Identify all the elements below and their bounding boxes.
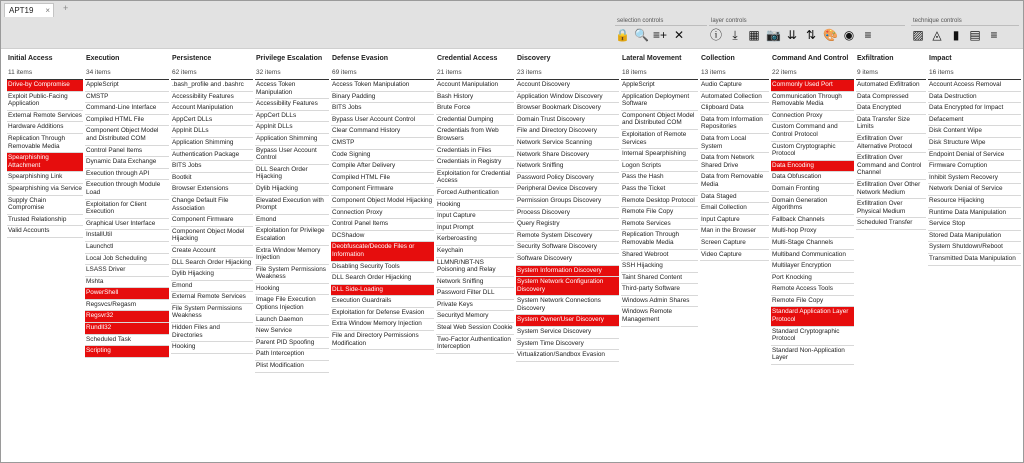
technique-cell[interactable]: Kerberoasting [436,234,514,246]
technique-cell[interactable]: Binary Padding [331,92,434,104]
tactic-item-count: 16 items [928,68,1021,80]
tactic-item-count: 13 items [700,68,769,80]
tactic-column [7,53,83,463]
technique-cell[interactable]: Plist Modification [255,361,329,373]
tactic-header[interactable]: Privilege Escalation [256,55,323,62]
tactic-item-count: 34 items [85,68,169,80]
show-hide-icon[interactable]: ◉ [843,28,855,42]
tactic-header[interactable]: Exfiltration [857,55,894,62]
technique-cell-highlighted[interactable]: DLL Side-Loading [331,285,434,297]
technique-cell[interactable]: Control Panel Items [331,219,434,231]
technique-cell[interactable]: Connection Proxy [331,208,434,220]
technique-cell-highlighted[interactable]: System Owner/User Discovery [516,315,619,327]
technique-cell-highlighted[interactable]: Drive-by Compromise [7,80,83,92]
technique-cell[interactable]: Application Shimming [255,134,329,146]
technique-cell[interactable]: Exploitation for Defense Evasion [331,308,434,320]
technique-cell[interactable]: New Service [255,326,329,338]
technique-cell[interactable]: Internal Spearphishing [621,149,698,161]
technique-cell[interactable]: Browser Extensions [171,184,253,196]
technique-cell[interactable]: Credentials in Files [436,146,514,158]
technique-cell[interactable]: Remote Access Tools [771,284,854,296]
tactic-column [171,53,253,463]
tactic-item-count: 23 items [516,68,619,80]
technique-cell[interactable]: Domain Trust Discovery [516,115,619,127]
technique-cell[interactable]: Pass the Hash [621,172,698,184]
technique-cell[interactable]: Data from Information Repositories [700,115,769,134]
technique-controls-label: technique controls [913,18,962,24]
technique-cell[interactable]: Replication Through Removable Media [621,230,698,249]
toolbar [1,17,1023,49]
technique-cell[interactable]: Data from Local System [700,134,769,153]
layer-icons [709,27,875,43]
camera-icon[interactable]: 📷 [766,28,781,42]
technique-cell[interactable]: Data Compressed [856,92,926,104]
technique-cell[interactable]: Forced Authentication [436,188,514,200]
technique-cell[interactable]: Standard Non-Application Layer [771,346,854,365]
tactic-header[interactable]: Initial Access [8,55,53,62]
technique-cell[interactable]: Software Discovery [516,254,619,266]
technique-cell-highlighted[interactable]: Scripting [85,346,169,358]
technique-cell[interactable]: Data from Removable Media [700,172,769,191]
technique-cell-highlighted[interactable]: Deobfuscate/Decode Files or Information [331,242,434,261]
tactic-item-count: 22 items [771,68,854,80]
technique-cell[interactable]: Hooking [171,342,253,354]
technique-cell[interactable]: Spearphishing via Service [7,184,83,196]
technique-cell-highlighted[interactable]: Commonly Used Port [771,80,854,92]
technique-cell[interactable]: Exfiltration Over Other Network Medium [856,180,926,199]
technique-cell[interactable]: Scheduled Transfer [856,218,926,230]
technique-cell[interactable]: Screen Capture [700,238,769,250]
tactic-column [85,53,169,463]
toggle-disabled-icon[interactable]: ▨ [912,28,924,42]
tab-bar [1,1,1023,17]
technique-cell[interactable]: Third-party Software [621,284,698,296]
technique-cell[interactable]: Resource Hijacking [928,196,1021,208]
technique-cell[interactable]: System Service Discovery [516,327,619,339]
technique-cell[interactable]: Control Panel Items [85,146,169,158]
selection-icons [615,27,686,43]
technique-cell[interactable]: Hardware Additions [7,122,83,134]
selection-controls-label: selection controls [617,18,664,24]
technique-cell[interactable]: Command-Line Interface [85,103,169,115]
technique-cell-highlighted[interactable]: Data Encoding [771,161,854,173]
technique-cell[interactable]: External Remote Services [171,292,253,304]
technique-list [171,80,253,354]
technique-cell[interactable]: Windows Remote Management [621,307,698,326]
technique-cell[interactable]: Network Share Discovery [516,150,619,162]
technique-cell[interactable]: Password Policy Discovery [516,173,619,185]
tactic-column [771,53,854,463]
technique-cell-highlighted[interactable]: Regsvr32 [85,311,169,323]
technique-cell[interactable]: Network Sniffing [436,277,514,289]
technique-cell[interactable]: Trusted Relationship [7,215,83,227]
technique-cell[interactable]: Change Default File Association [171,196,253,215]
download-icon[interactable]: ⤓ [732,28,738,42]
tactic-header[interactable]: Command And Control [772,55,849,62]
technique-cell[interactable]: Credentials from Web Browsers [436,126,514,145]
technique-cell[interactable]: Exfiltration Over Alternative Protocol [856,134,926,153]
technique-cell[interactable]: Accessibility Features [255,99,329,111]
technique-cell[interactable]: Create Account [171,246,253,258]
info-icon[interactable]: ⓘ [709,28,722,42]
tactic-header[interactable]: Credential Access [437,55,498,62]
tactic-header[interactable]: Discovery [517,55,551,62]
technique-cell[interactable]: Stored Data Manipulation [928,231,1021,243]
technique-cell[interactable]: Exfiltration Over Physical Medium [856,199,926,218]
tactic-column [700,53,769,463]
technique-cell-highlighted[interactable]: Spearphishing Attachment [7,153,83,172]
technique-cell[interactable]: AppleScript [621,80,698,92]
technique-list [856,80,926,230]
technique-cell[interactable]: DLL Search Order Hijacking [255,165,329,184]
technique-cell[interactable]: Component Firmware [171,215,253,227]
selection-controls [615,17,707,47]
technique-cell[interactable]: Automated Exfiltration [856,80,926,92]
technique-cell[interactable]: Defacement [928,115,1021,127]
technique-cell[interactable]: Credentials in Registry [436,157,514,169]
tactic-column [436,53,514,463]
technique-cell[interactable]: Exfiltration Over Command and Control Channel [856,153,926,180]
technique-list [771,80,854,365]
tactic-header[interactable]: Defense Evasion [332,55,389,62]
technique-cell[interactable]: AppInit DLLs [171,126,253,138]
legend-icon[interactable]: ≡ [864,28,872,42]
technique-cell-highlighted[interactable]: Rundll32 [85,323,169,335]
technique-cell[interactable]: Fallback Channels [771,215,854,227]
tactic-item-count: 21 items [436,68,514,80]
technique-cell[interactable]: Data Encrypted [856,103,926,115]
technique-cell[interactable]: Mshta [85,277,169,289]
technique-cell[interactable]: Graphical User Interface [85,219,169,231]
tactic-item-count: 62 items [171,68,253,80]
technique-cell[interactable]: Data Destruction [928,92,1021,104]
technique-cell[interactable]: CMSTP [331,138,434,150]
technique-cell[interactable]: Input Prompt [436,223,514,235]
technique-cell[interactable]: Exploitation of Remote Services [621,130,698,149]
technique-cell[interactable]: Credential Dumping [436,115,514,127]
technique-cell[interactable]: Hooking [436,200,514,212]
technique-cell[interactable]: Bypass User Account Control [331,115,434,127]
technique-cell[interactable]: Taint Shared Content [621,273,698,285]
technique-cell[interactable]: Multi-hop Proxy [771,226,854,238]
technique-cell[interactable]: Data from Network Shared Drive [700,153,769,172]
technique-cell[interactable]: Domain Fronting [771,184,854,196]
technique-cell[interactable]: Hidden Files and Directories [171,323,253,342]
technique-cell[interactable]: Remote File Copy [771,296,854,308]
technique-cell[interactable]: Connection Proxy [771,111,854,123]
technique-cell[interactable]: Disabling Security Tools [331,262,434,274]
technique-cell[interactable]: Two-Factor Authentication Interception [436,335,514,354]
technique-list [516,80,619,362]
technique-cell[interactable]: Remote File Copy [621,207,698,219]
technique-list [700,80,769,261]
new-tab-icon[interactable]: + [63,3,69,13]
technique-cell[interactable]: System Shutdown/Reboot [928,242,1021,254]
technique-cell[interactable]: Securityd Memory [436,311,514,323]
technique-cell[interactable]: Private Keys [436,300,514,312]
technique-cell[interactable]: DLL Search Order Hijacking [331,273,434,285]
technique-cell[interactable]: Multi-Stage Channels [771,238,854,250]
technique-cell[interactable]: Brute Force [436,103,514,115]
technique-cell[interactable]: Component Object Model and Distributed COM [621,111,698,130]
technique-cell[interactable]: Accessibility Features [171,92,253,104]
tactic-header[interactable]: Persistence [172,55,212,62]
technique-cell-highlighted[interactable]: System Information Discovery [516,266,619,278]
technique-cell[interactable]: Multiband Communication [771,250,854,262]
technique-cell[interactable]: Clipboard Data [700,103,769,115]
technique-cell[interactable]: SSH Hijacking [621,261,698,273]
technique-list [85,80,169,358]
technique-cell[interactable]: Component Firmware [331,184,434,196]
tactic-column [331,53,434,463]
technique-cell[interactable]: Exploit Public-Facing Application [7,92,83,111]
technique-cell-highlighted[interactable]: Standard Application Layer Protocol [771,307,854,326]
technique-cell[interactable]: Exploitation for Privilege Escalation [255,226,329,245]
technique-cell[interactable]: Code Signing [331,150,434,162]
technique-cell[interactable]: Compiled HTML File [331,173,434,185]
tactic-item-count: 69 items [331,68,434,80]
technique-cell[interactable]: Remote Desktop Protocol [621,196,698,208]
tactic-item-count: 9 items [856,68,926,80]
technique-cell[interactable]: Password Filter DLL [436,288,514,300]
technique-cell[interactable]: Permission Groups Discovery [516,196,619,208]
technique-cell[interactable]: Execution through Module Load [85,180,169,199]
technique-cell[interactable]: BITS Jobs [171,161,253,173]
technique-controls [911,17,1019,47]
technique-cell[interactable]: AppCert DLLs [255,111,329,123]
technique-cell[interactable]: Video Capture [700,250,769,262]
technique-cell[interactable]: Bypass User Account Control [255,146,329,165]
technique-cell[interactable]: Image File Execution Options Injection [255,295,329,314]
technique-cell[interactable]: Launch Daemon [255,315,329,327]
technique-cell[interactable]: Inhibit System Recovery [928,173,1021,185]
technique-cell[interactable]: Execution through API [85,169,169,181]
technique-cell[interactable]: Runtime Data Manipulation [928,208,1021,220]
technique-list [436,80,514,354]
technique-cell[interactable]: Parent PID Spoofing [255,338,329,350]
technique-cell[interactable]: Keychain [436,246,514,258]
technique-cell[interactable]: Standard Cryptographic Protocol [771,327,854,346]
technique-cell[interactable]: Communication Through Removable Media [771,92,854,111]
tactic-column [621,53,698,463]
technique-cell[interactable]: Disk Structure Wipe [928,138,1021,150]
technique-cell[interactable]: DLL Search Order Hijacking [171,258,253,270]
technique-cell[interactable]: Disk Content Wipe [928,126,1021,138]
technique-cell[interactable]: External Remote Services [7,111,83,123]
technique-list [331,80,434,350]
technique-cell[interactable]: Shared Webroot [621,250,698,262]
lock-icon[interactable]: 🔒 [615,28,630,42]
technique-cell[interactable]: AppCert DLLs [171,115,253,127]
tactic-header[interactable]: Impact [929,55,952,62]
technique-cell[interactable]: File and Directory Discovery [516,126,619,138]
technique-cell[interactable]: Data Staged [700,192,769,204]
technique-cell[interactable]: AppleScript [85,80,169,92]
tactic-header[interactable]: Lateral Movement [622,55,682,62]
clear-annotations-icon[interactable]: ≡ [990,28,998,42]
technique-cell[interactable]: Custom Command and Control Protocol [771,122,854,141]
technique-cell[interactable]: Path Interception [255,349,329,361]
tactic-item-count: 11 items [7,68,83,80]
technique-cell[interactable]: Account Discovery [516,80,619,92]
technique-cell[interactable]: InstallUtil [85,230,169,242]
technique-cell[interactable]: Exploitation for Client Execution [85,200,169,219]
technique-list [7,80,83,238]
technique-cell[interactable]: Application Shimming [171,138,253,150]
technique-cell[interactable]: Compile After Delivery [331,161,434,173]
sort-icon[interactable]: ⇅ [805,28,817,42]
technique-cell[interactable]: Network Sniffing [516,161,619,173]
technique-cell[interactable]: Steal Web Session Cookie [436,323,514,335]
technique-cell[interactable]: Virtualization/Sandbox Evasion [516,350,619,362]
technique-cell[interactable]: Browser Bookmark Discovery [516,103,619,115]
technique-cell[interactable]: Domain Generation Algorithms [771,196,854,215]
technique-cell[interactable]: DCShadow [331,231,434,243]
tab-apt19[interactable] [4,3,54,17]
filter-icon[interactable]: ⇊ [786,28,798,42]
technique-cell[interactable]: Automated Collection [700,92,769,104]
technique-cell[interactable]: Dynamic Data Exchange [85,157,169,169]
technique-cell[interactable]: Account Manipulation [171,103,253,115]
technique-cell[interactable]: Audio Capture [700,80,769,92]
technique-cell[interactable]: Multilayer Encryption [771,261,854,273]
technique-cell[interactable]: Data Transfer Size Limits [856,115,926,134]
tab-label: APT19 [9,6,34,15]
technique-cell[interactable]: Access Token Manipulation [255,80,329,99]
technique-cell[interactable]: Input Capture [700,215,769,227]
tactic-item-count: 32 items [255,68,329,80]
technique-cell[interactable]: Scheduled Task [85,335,169,347]
technique-cell[interactable]: Transmitted Data Manipulation [928,254,1021,266]
technique-cell[interactable]: Replication Through Removable Media [7,134,83,153]
technique-cell[interactable]: Pass the Ticket [621,184,698,196]
technique-cell[interactable]: Execution Guardrails [331,296,434,308]
technique-cell[interactable]: Application Window Discovery [516,92,619,104]
technique-cell[interactable]: Process Discovery [516,208,619,220]
color-palette-icon[interactable]: 🎨 [823,28,838,42]
technique-cell[interactable]: Dylib Hijacking [255,184,329,196]
technique-cell[interactable]: Hooking [255,284,329,296]
technique-cell[interactable]: Component Object Model and Distributed COM [85,126,169,145]
technique-cell[interactable]: Peripheral Device Discovery [516,184,619,196]
technique-cell[interactable]: Supply Chain Compromise [7,196,83,215]
technique-cell[interactable]: Compiled HTML File [85,115,169,127]
technique-cell[interactable]: Regsvcs/Regasm [85,300,169,312]
tactic-column [516,53,619,463]
technique-cell[interactable]: Emond [171,281,253,293]
technique-cell[interactable]: Port Knocking [771,273,854,285]
export-grid-icon[interactable]: ▦ [748,28,760,42]
technique-cell-highlighted[interactable]: System Network Configuration Discovery [516,277,619,296]
technique-cell[interactable]: System Network Connections Discovery [516,296,619,315]
technique-cell[interactable]: Input Capture [436,211,514,223]
technique-cell[interactable]: Windows Admin Shares [621,296,698,308]
technique-cell[interactable]: Component Object Model Hijacking [171,227,253,246]
technique-cell[interactable]: Launchctl [85,242,169,254]
technique-cell[interactable]: Remote System Discovery [516,231,619,243]
comment-icon[interactable]: ▤ [969,28,981,42]
technique-cell[interactable]: Custom Cryptographic Protocol [771,142,854,161]
technique-cell[interactable]: Clear Command History [331,126,434,138]
technique-cell[interactable]: Access Token Manipulation [331,80,434,92]
technique-cell[interactable]: Data Encrypted for Impact [928,103,1021,115]
technique-cell[interactable]: Logon Scripts [621,161,698,173]
tactic-column [856,53,926,463]
technique-cell[interactable]: Component Object Model Hijacking [331,196,434,208]
technique-list [255,80,329,373]
technique-cell[interactable]: Endpoint Denial of Service [928,150,1021,162]
technique-cell[interactable]: Bash History [436,92,514,104]
technique-icons [911,27,1001,43]
technique-cell[interactable]: Bootkit [171,173,253,185]
fill-color-icon[interactable]: ◬ [932,28,942,42]
technique-cell[interactable]: Valid Accounts [7,226,83,238]
clear-selection-icon[interactable]: ✕ [673,28,685,42]
tactic-item-count: 18 items [621,68,698,80]
technique-cell[interactable]: File System Permissions Weakness [255,265,329,284]
technique-cell[interactable]: Exploitation for Credential Access [436,169,514,188]
technique-cell[interactable]: Security Software Discovery [516,242,619,254]
technique-cell[interactable]: .bash_profile and .bashrc [171,80,253,92]
technique-cell[interactable]: Authentication Package [171,150,253,162]
technique-cell[interactable]: Email Collection [700,203,769,215]
tactic-column [928,53,1021,463]
technique-list [928,80,1021,266]
technique-cell[interactable]: File System Permissions Weakness [171,304,253,323]
technique-cell[interactable]: Extra Window Memory Injection [255,246,329,265]
technique-cell[interactable]: BITS Jobs [331,103,434,115]
technique-cell-highlighted[interactable]: PowerShell [85,288,169,300]
technique-cell[interactable]: Extra Window Memory Injection [331,319,434,331]
tab-close-icon[interactable]: × [45,6,50,15]
layer-controls-label: layer controls [711,18,747,24]
technique-cell[interactable]: Emond [255,215,329,227]
scoring-icon[interactable]: ▮ [952,28,960,42]
technique-cell[interactable]: LLMNR/NBT-NS Poisoning and Relay [436,258,514,277]
technique-cell[interactable]: Dylib Hijacking [171,269,253,281]
technique-cell[interactable]: Application Deployment Software [621,92,698,111]
technique-cell[interactable]: Query Registry [516,219,619,231]
tactic-header[interactable]: Collection [701,55,735,62]
technique-cell[interactable]: Data Obfuscation [771,172,854,184]
technique-cell[interactable]: Firmware Corruption [928,161,1021,173]
search-icon[interactable]: 🔍 [634,28,649,42]
technique-cell[interactable]: Spearphishing Link [7,172,83,184]
tactic-column [255,53,329,463]
tactic-header[interactable]: Execution [86,55,120,62]
attack-matrix [1,53,1023,463]
technique-cell[interactable]: CMSTP [85,92,169,104]
select-add-icon[interactable]: ≡+ [653,28,668,42]
technique-cell[interactable]: Man in the Browser [700,226,769,238]
technique-cell[interactable]: Service Stop [928,219,1021,231]
technique-cell[interactable]: Elevated Execution with Prompt [255,196,329,215]
technique-cell[interactable]: File and Directory Permissions Modification [331,331,434,350]
layer-controls [709,17,905,47]
technique-cell[interactable]: Network Denial of Service [928,184,1021,196]
technique-cell[interactable]: Account Manipulation [436,80,514,92]
technique-list [621,80,698,327]
technique-cell[interactable]: Local Job Scheduling [85,254,169,266]
technique-cell[interactable]: Remote Services [621,219,698,231]
technique-cell[interactable]: Account Access Removal [928,80,1021,92]
technique-cell[interactable]: AppInit DLLs [255,122,329,134]
technique-cell[interactable]: System Time Discovery [516,339,619,351]
technique-cell[interactable]: Network Service Scanning [516,138,619,150]
technique-cell[interactable]: LSASS Driver [85,265,169,277]
